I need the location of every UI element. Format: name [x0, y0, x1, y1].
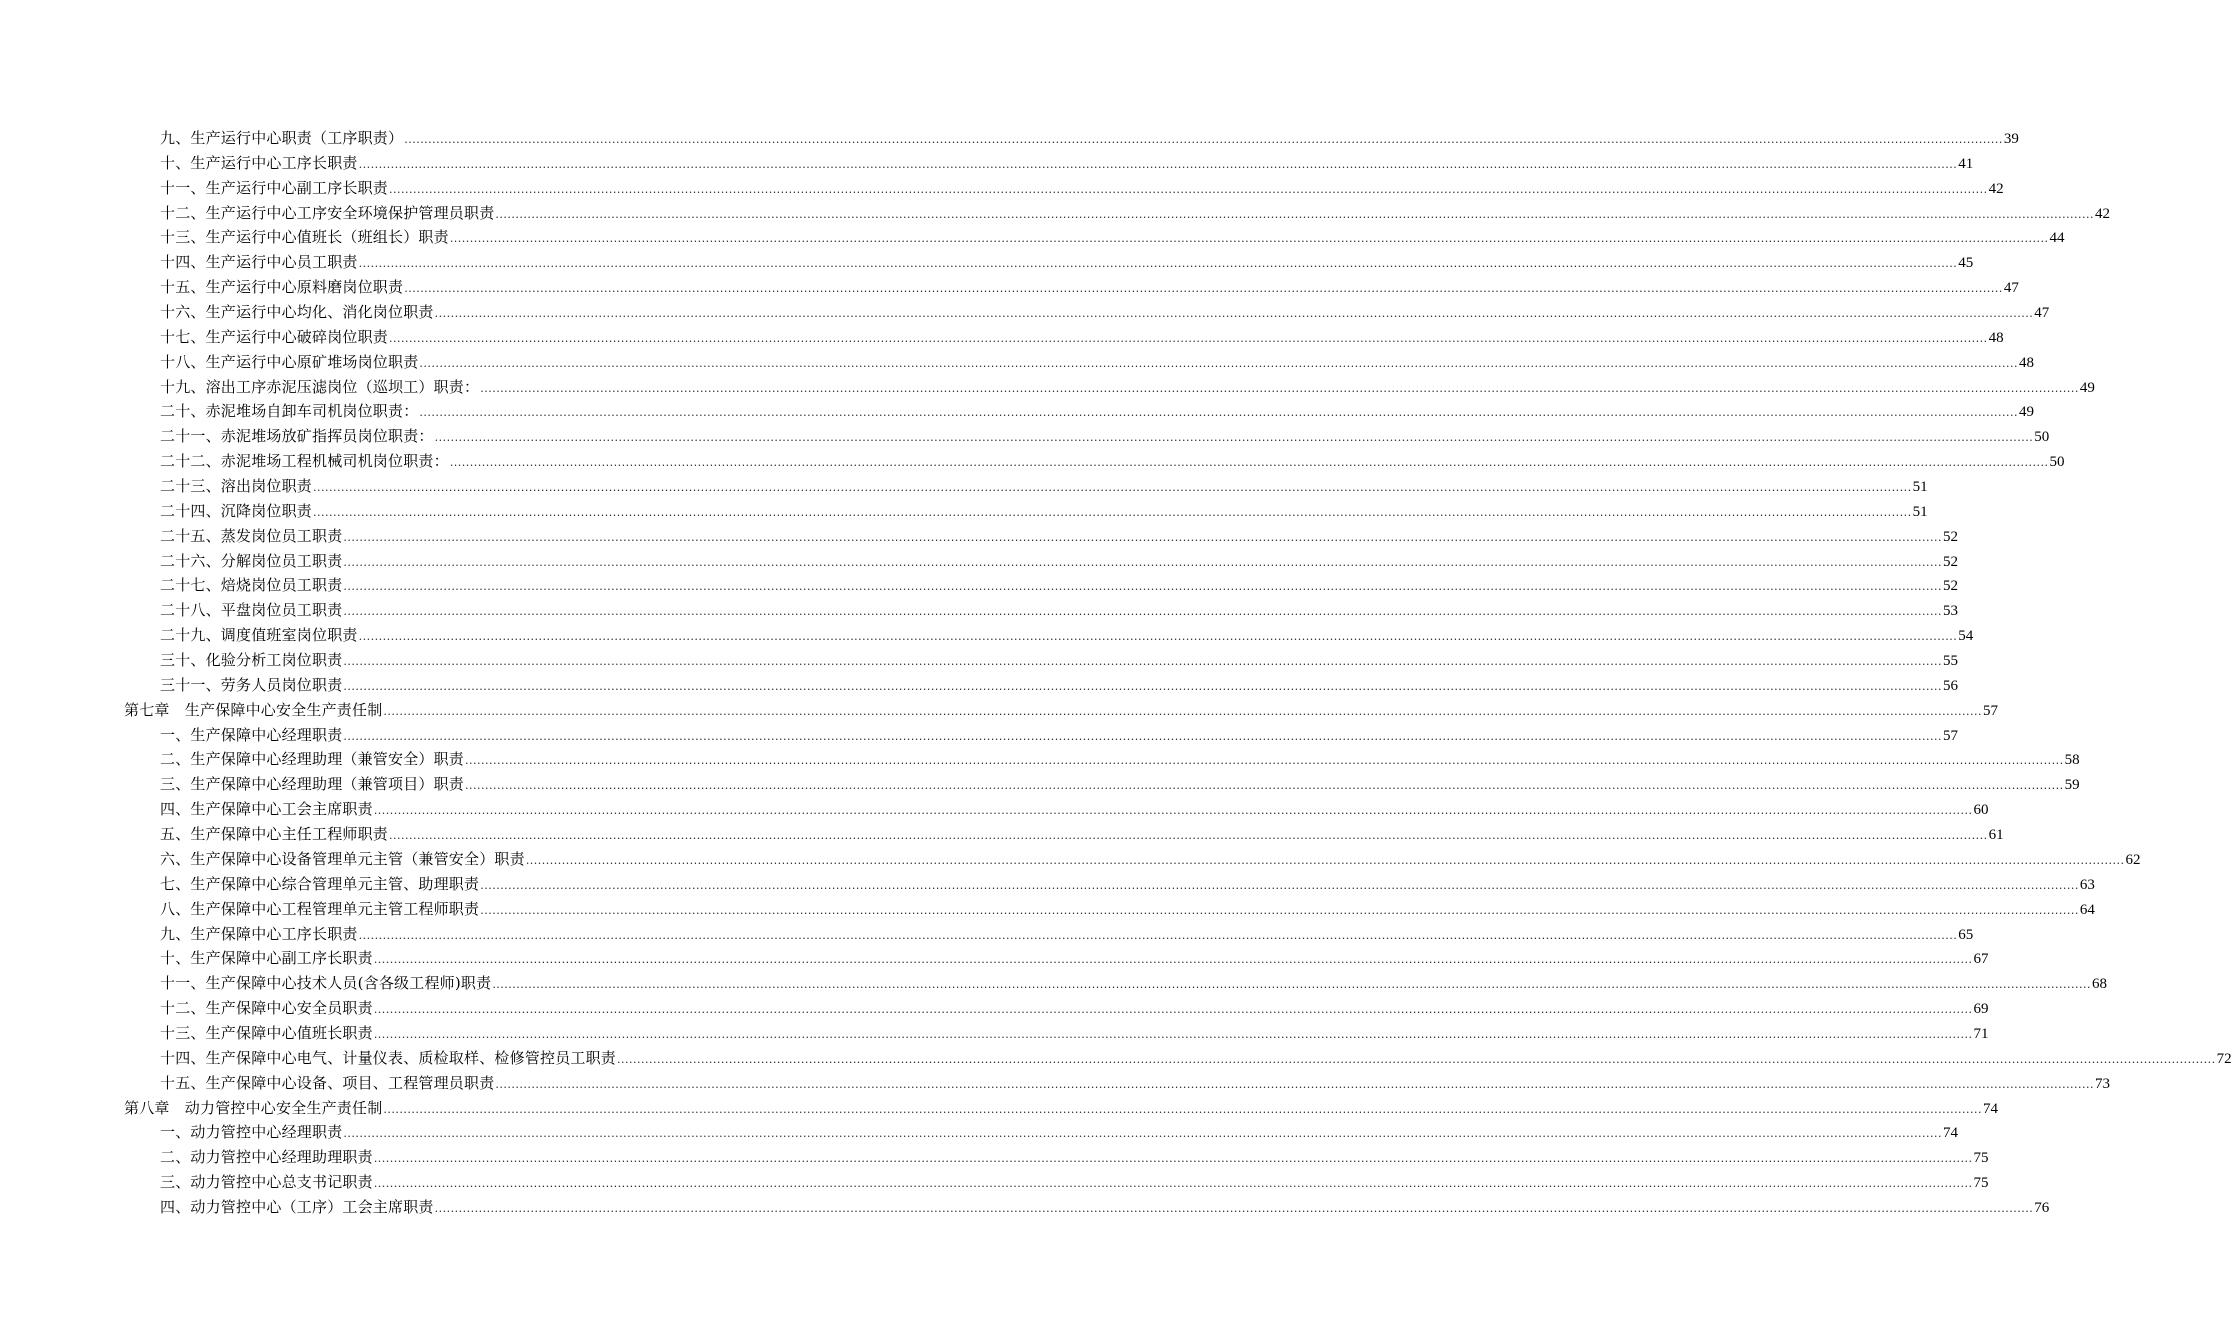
- toc-dot-leader: ................................................................................................................................................................................................................................................................................................................................................................................................................: [313, 505, 1912, 519]
- toc-page-number: 56: [1943, 677, 1959, 694]
- toc-page-number: 59: [2064, 777, 2080, 794]
- toc-entry[interactable]: [124, 375, 2095, 400]
- toc-entry-title: 十二、生产保障中心安全员职责: [160, 999, 373, 1018]
- toc-entry-title: 十一、生产运行中心副工序长职责: [160, 178, 389, 197]
- toc-page-number: 74: [1983, 1100, 1999, 1117]
- toc-page-number: 48: [1988, 329, 2004, 346]
- toc-page-number: 62: [2125, 851, 2141, 868]
- toc-entry-title: 十六、生产运行中心均化、消化岗位职责: [160, 303, 434, 322]
- toc-entry[interactable]: [124, 300, 2050, 325]
- toc-dot-leader: ................................................................................................................................................................................................................................................................................................................................................................................................................: [358, 928, 1958, 942]
- toc-entry[interactable]: [124, 822, 2004, 847]
- toc-page-number: 61: [1988, 827, 2004, 844]
- toc-entry[interactable]: [124, 449, 2065, 474]
- toc-page-number: 69: [1973, 1001, 1989, 1018]
- toc-dot-leader: ................................................................................................................................................................................................................................................................................................................................................................................................................: [465, 779, 2064, 793]
- toc-entry-title: 二十七、焙烧岗位员工职责: [160, 576, 343, 595]
- toc-page-number: 49: [2079, 379, 2095, 396]
- toc-entry[interactable]: [124, 922, 1974, 947]
- toc-dot-leader: ................................................................................................................................................................................................................................................................................................................................................................................................................: [495, 207, 2095, 221]
- toc-entry-title: 十三、生产运行中心值班长（班组长）职责: [160, 228, 449, 247]
- toc-dot-leader: ................................................................................................................................................................................................................................................................................................................................................................................................................: [373, 1003, 1973, 1017]
- toc-page-number: 42: [1988, 180, 2004, 197]
- toc-dot-leader: ................................................................................................................................................................................................................................................................................................................................................................................................................: [343, 729, 1943, 743]
- toc-dot-leader: ................................................................................................................................................................................................................................................................................................................................................................................................................: [383, 704, 1983, 718]
- toc-page-number: 47: [2003, 280, 2019, 297]
- toc-dot-leader: ................................................................................................................................................................................................................................................................................................................................................................................................................: [449, 232, 2049, 246]
- toc-dot-leader: ................................................................................................................................................................................................................................................................................................................................................................................................................: [343, 580, 1943, 594]
- toc-page-number: 52: [1943, 553, 1959, 570]
- toc-entry[interactable]: [124, 723, 1959, 748]
- toc-entry-title: 四、动力管控中心（工序）工会主席职责: [160, 1197, 434, 1216]
- toc-page-number: 67: [1973, 951, 1989, 968]
- toc-entry-title: 七、生产保障中心综合管理单元主管、助理职责: [160, 874, 480, 893]
- toc-page-number: 68: [2091, 976, 2107, 993]
- toc-entry-title: 二十、赤泥堆场自卸车司机岗位职责：: [160, 402, 419, 421]
- toc-entry[interactable]: [124, 648, 1959, 673]
- toc-entry-title: 一、动力管控中心经理职责: [160, 1123, 343, 1142]
- toc-entry-title: 十三、生产保障中心值班长职责: [160, 1023, 373, 1042]
- toc-entry-title: 四、生产保障中心工会主席职责: [160, 800, 373, 819]
- toc-entry[interactable]: [124, 872, 2095, 897]
- toc-dot-leader: ................................................................................................................................................................................................................................................................................................................................................................................................................: [404, 282, 2003, 296]
- toc-entry-title: 三、生产保障中心经理助理（兼管项目）职责: [160, 775, 465, 794]
- toc-page-number: 58: [2064, 752, 2080, 769]
- toc-page-number: 39: [2003, 131, 2019, 147]
- toc-entry-title: 二十五、蒸发岗位员工职责: [160, 526, 343, 545]
- toc-page-number: 75: [1973, 1150, 1989, 1167]
- toc-entry[interactable]: [124, 225, 2065, 250]
- toc-dot-leader: ................................................................................................................................................................................................................................................................................................................................................................................................................: [449, 456, 2049, 470]
- toc-dot-leader: ................................................................................................................................................................................................................................................................................................................................................................................................................: [480, 878, 2079, 892]
- toc-entry[interactable]: [124, 350, 2035, 375]
- toc-dot-leader: ................................................................................................................................................................................................................................................................................................................................................................................................................: [495, 1077, 2095, 1091]
- toc-entry-title: 二十四、沉降岗位职责: [160, 501, 313, 520]
- toc-entry-title: 二、生产保障中心经理助理（兼管安全）职责: [160, 750, 465, 769]
- toc-entry-title: 十、生产运行中心工序长职责: [160, 153, 358, 172]
- toc-entry[interactable]: [124, 946, 1989, 971]
- toc-dot-leader: ................................................................................................................................................................................................................................................................................................................................................................................................................: [404, 133, 2003, 146]
- toc-dot-leader: ................................................................................................................................................................................................................................................................................................................................................................................................................: [434, 307, 2034, 321]
- toc-page-number: 49: [2019, 404, 2035, 421]
- toc-dot-leader: ................................................................................................................................................................................................................................................................................................................................................................................................................: [389, 331, 1988, 345]
- toc-entry-title: 二十六、分解岗位员工职责: [160, 551, 343, 570]
- toc-entry[interactable]: [124, 1145, 1989, 1170]
- toc-entry-title: 三十、化验分析工岗位职责: [160, 651, 343, 670]
- toc-page-number: 73: [2095, 1075, 2111, 1092]
- toc-page-number: 50: [2034, 429, 2050, 446]
- toc-entry-title: 十一、生产保障中心技术人员(含各级工程师)职责: [160, 974, 492, 993]
- toc-dot-leader: ................................................................................................................................................................................................................................................................................................................................................................................................................: [358, 257, 1958, 271]
- toc-dot-leader: ................................................................................................................................................................................................................................................................................................................................................................................................................: [434, 1201, 2034, 1215]
- toc-dot-leader: ................................................................................................................................................................................................................................................................................................................................................................................................................: [434, 431, 2034, 445]
- toc-entry[interactable]: [124, 623, 1974, 648]
- toc-entry-title: 十四、生产保障中心电气、计量仪表、质检取样、检修管控员工职责: [160, 1048, 617, 1067]
- toc-entry[interactable]: [124, 847, 2141, 872]
- toc-entry[interactable]: [124, 1120, 1959, 1145]
- toc-entry[interactable]: [124, 201, 2111, 226]
- toc-dot-leader: ................................................................................................................................................................................................................................................................................................................................................................................................................: [389, 182, 1988, 196]
- toc-page-number: 53: [1943, 603, 1959, 620]
- toc-dot-leader: ................................................................................................................................................................................................................................................................................................................................................................................................................: [525, 853, 2125, 867]
- toc-entry-title: 二十九、调度值班室岗位职责: [160, 626, 358, 645]
- toc-entry-title: 十四、生产运行中心员工职责: [160, 253, 358, 272]
- toc-entry-title: 二、动力管控中心经理助理职责: [160, 1148, 373, 1167]
- toc-dot-leader: ................................................................................................................................................................................................................................................................................................................................................................................................................: [313, 481, 1912, 495]
- toc-dot-leader: ................................................................................................................................................................................................................................................................................................................................................................................................................: [373, 1152, 1973, 1166]
- toc-entry[interactable]: [124, 1071, 2111, 1096]
- toc-entry[interactable]: [124, 573, 1959, 598]
- toc-entry-title: 十九、溶出工序赤泥压滤岗位（巡坝工）职责：: [160, 377, 480, 396]
- toc-entry[interactable]: [124, 996, 1989, 1021]
- toc-dot-leader: ................................................................................................................................................................................................................................................................................................................................................................................................................: [373, 1177, 1973, 1191]
- toc-dot-leader: ................................................................................................................................................................................................................................................................................................................................................................................................................: [373, 953, 1973, 967]
- toc-entry[interactable]: [124, 1046, 2232, 1071]
- toc-entry[interactable]: [124, 797, 1989, 822]
- toc-entry-title: 十五、生产运行中心原料磨岗位职责: [160, 278, 404, 297]
- toc-page-number: 60: [1973, 802, 1989, 819]
- toc-dot-leader: ................................................................................................................................................................................................................................................................................................................................................................................................................: [343, 555, 1943, 569]
- toc-page-number: 50: [2049, 454, 2065, 471]
- toc-page-number: 74: [1943, 1125, 1959, 1142]
- toc-dot-leader: ................................................................................................................................................................................................................................................................................................................................................................................................................: [343, 679, 1943, 693]
- toc-dot-leader: ................................................................................................................................................................................................................................................................................................................................................................................................................: [343, 1127, 1943, 1141]
- toc-page-number: 57: [1983, 702, 1999, 719]
- toc-page-number: 45: [1958, 255, 1974, 272]
- toc-page-number: 54: [1958, 628, 1974, 645]
- toc-entry[interactable]: [124, 772, 2080, 797]
- toc-dot-leader: ................................................................................................................................................................................................................................................................................................................................................................................................................: [383, 1102, 1983, 1116]
- toc-page-number: 51: [1912, 479, 1928, 496]
- toc-dot-leader: ................................................................................................................................................................................................................................................................................................................................................................................................................: [617, 1052, 2216, 1066]
- toc-dot-leader: ................................................................................................................................................................................................................................................................................................................................................................................................................: [358, 157, 1958, 171]
- toc-dot-leader: ................................................................................................................................................................................................................................................................................................................................................................................................................: [480, 903, 2079, 917]
- toc-entry-title: 一、生产保障中心经理职责: [160, 725, 343, 744]
- toc-entry[interactable]: [124, 151, 1974, 176]
- toc-entry-title: 十二、生产运行中心工序安全环境保护管理员职责: [160, 203, 495, 222]
- toc-dot-leader: ................................................................................................................................................................................................................................................................................................................................................................................................................: [480, 381, 2079, 395]
- toc-page-number: 51: [1912, 503, 1928, 520]
- toc-entry-title: 二十三、溶出岗位职责: [160, 477, 313, 496]
- toc-page-number: 71: [1973, 1025, 1989, 1042]
- toc-entry-title: 五、生产保障中心主任工程师职责: [160, 825, 389, 844]
- toc-entry[interactable]: [124, 971, 2107, 996]
- toc-entry[interactable]: [124, 325, 2004, 350]
- toc-dot-leader: ................................................................................................................................................................................................................................................................................................................................................................................................................: [358, 630, 1958, 644]
- toc-dot-leader: ................................................................................................................................................................................................................................................................................................................................................................................................................: [373, 804, 1973, 818]
- toc-dot-leader: ................................................................................................................................................................................................................................................................................................................................................................................................................: [419, 356, 2019, 370]
- toc-page-number: 72: [2216, 1050, 2232, 1067]
- toc-entry-title: 第八章 动力管控中心安全生产责任制: [124, 1098, 383, 1117]
- toc-page-number: 42: [2095, 205, 2111, 222]
- toc-entry[interactable]: [124, 524, 1959, 549]
- toc-chapter-entry[interactable]: [124, 698, 1999, 723]
- toc-page-number: 55: [1943, 653, 1959, 670]
- toc-entry-title: 九、生产运行中心职责（工序职责）: [160, 129, 404, 147]
- toc-entry[interactable]: [124, 424, 2050, 449]
- toc-entry-title: 十、生产保障中心副工序长职责: [160, 949, 373, 968]
- toc-page-number: 44: [2049, 230, 2065, 247]
- toc-page-number: 75: [1973, 1175, 1989, 1192]
- toc-entry-title: 二十一、赤泥堆场放矿指挥员岗位职责：: [160, 427, 434, 446]
- toc-entry-title: 二十八、平盘岗位员工职责: [160, 601, 343, 620]
- toc-entry[interactable]: [124, 250, 1974, 275]
- toc-entry[interactable]: [124, 1170, 1989, 1195]
- toc-dot-leader: ................................................................................................................................................................................................................................................................................................................................................................................................................: [343, 530, 1943, 544]
- table-of-contents: [124, 126, 2232, 1220]
- toc-entry-title: 十七、生产运行中心破碎岗位职责: [160, 327, 389, 346]
- toc-entry[interactable]: [124, 399, 2035, 424]
- toc-page-number: 65: [1958, 926, 1974, 943]
- toc-entry[interactable]: [124, 474, 1928, 499]
- toc-entry[interactable]: [124, 1195, 2050, 1220]
- toc-dot-leader: ................................................................................................................................................................................................................................................................................................................................................................................................................: [373, 1027, 1973, 1041]
- toc-entry-title: 二十二、赤泥堆场工程机械司机岗位职责：: [160, 452, 449, 471]
- toc-page-number: 57: [1943, 727, 1959, 744]
- toc-dot-leader: ................................................................................................................................................................................................................................................................................................................................................................................................................: [419, 406, 2019, 420]
- toc-page-number: 64: [2079, 901, 2095, 918]
- toc-entry[interactable]: [124, 176, 2004, 201]
- toc-entry[interactable]: [124, 1021, 1989, 1046]
- toc-entry[interactable]: [124, 747, 2080, 772]
- toc-dot-leader: ................................................................................................................................................................................................................................................................................................................................................................................................................: [465, 754, 2064, 768]
- toc-entry-title: 六、生产保障中心设备管理单元主管（兼管安全）职责: [160, 849, 525, 868]
- toc-entry[interactable]: [124, 499, 1928, 524]
- toc-page-number: 47: [2034, 305, 2050, 322]
- toc-entry[interactable]: [124, 897, 2095, 922]
- toc-entry-title: 第七章 生产保障中心安全生产责任制: [124, 700, 383, 719]
- toc-entry-title: 十五、生产保障中心设备、项目、工程管理员职责: [160, 1073, 495, 1092]
- toc-entry-title: 三十一、劳务人员岗位职责: [160, 675, 343, 694]
- toc-entry-title: 八、生产保障中心工程管理单元主管工程师职责: [160, 899, 480, 918]
- toc-page-number: 52: [1943, 528, 1959, 545]
- toc-entry-title: 九、生产保障中心工序长职责: [160, 924, 358, 943]
- toc-entry[interactable]: [124, 673, 1959, 698]
- toc-dot-leader: ................................................................................................................................................................................................................................................................................................................................................................................................................: [343, 655, 1943, 669]
- toc-page-number: 76: [2034, 1199, 2050, 1216]
- toc-entry-title: 十八、生产运行中心原矿堆场岗位职责: [160, 352, 419, 371]
- toc-page-number: 41: [1958, 155, 1974, 172]
- toc-entry[interactable]: [124, 598, 1959, 623]
- toc-entry[interactable]: [124, 275, 2019, 300]
- toc-entry[interactable]: [124, 549, 1959, 574]
- toc-entry-title: 三、动力管控中心总支书记职责: [160, 1173, 373, 1192]
- toc-chapter-entry[interactable]: [124, 1096, 1999, 1121]
- toc-dot-leader: ................................................................................................................................................................................................................................................................................................................................................................................................................: [343, 605, 1943, 619]
- toc-page-number: 63: [2079, 876, 2095, 893]
- toc-dot-leader: ................................................................................................................................................................................................................................................................................................................................................................................................................: [389, 829, 1988, 843]
- toc-dot-leader: ................................................................................................................................................................................................................................................................................................................................................................................................................: [492, 978, 2091, 992]
- toc-page-number: 48: [2019, 354, 2035, 371]
- toc-page-number: 52: [1943, 578, 1959, 595]
- toc-entry[interactable]: [124, 126, 2019, 151]
